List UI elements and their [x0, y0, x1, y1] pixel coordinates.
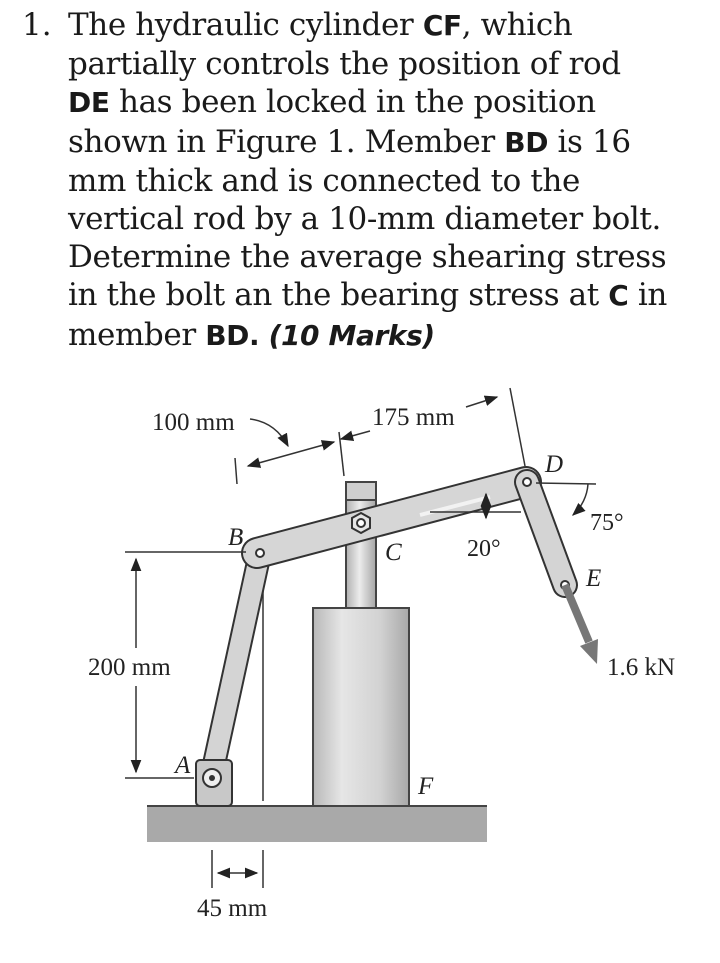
- angle-75-arc: [573, 484, 588, 515]
- dim-200-label: 200 mm: [88, 654, 171, 681]
- pin-a-center: [209, 775, 215, 781]
- figure-1: [0, 360, 720, 959]
- problem-text-segment: is 16: [548, 123, 631, 160]
- problem-text-segment: , which: [461, 7, 573, 43]
- problem-text-segment: C: [608, 279, 629, 313]
- point-a-label: A: [175, 752, 191, 779]
- dim-100-line: [248, 442, 334, 466]
- point-e-label: E: [586, 565, 602, 592]
- problem-text-segment: BD.: [205, 318, 269, 352]
- angle-75-label: 75°: [590, 510, 624, 536]
- problem-line-4: [68, 123, 708, 162]
- problem-text-segment: BD: [504, 125, 549, 159]
- problem-text-segment: mm thick and is connected to the: [68, 162, 580, 199]
- point-b-label: B: [228, 524, 244, 551]
- dim-100-ext-left: [235, 458, 237, 484]
- problem-line-1: [68, 6, 708, 45]
- problem-line-9: [68, 316, 708, 355]
- problem-text-segment: member: [68, 316, 206, 353]
- pin-b: [256, 549, 264, 557]
- angle-75-reference: [536, 483, 596, 484]
- problem-text-segment: Determine the average shearing stress: [68, 239, 667, 276]
- problem-text-segment: in: [628, 277, 667, 314]
- angle-20-label: 20°: [467, 536, 501, 562]
- member-ab: [211, 553, 260, 778]
- problem-text-segment: shown in Figure 1. Member: [68, 123, 505, 160]
- problem-number: 1.: [22, 7, 52, 43]
- dim-100-leader: [250, 419, 288, 446]
- dim-45-label: 45 mm: [197, 895, 268, 922]
- problem-line-6: [68, 200, 708, 238]
- problem-text-segment: partially controls the position of rod: [68, 46, 621, 83]
- problem-text-segment: vertical rod by a 10-mm diameter bolt.: [68, 201, 661, 238]
- force-arrow-shaft: [565, 585, 589, 642]
- problem-line-5: [68, 162, 708, 200]
- point-c-label: C: [385, 539, 402, 566]
- problem-text-segment: (10 Marks): [268, 318, 435, 352]
- pin-d: [523, 478, 531, 486]
- problem-line-8: [68, 276, 708, 315]
- point-d-label: D: [545, 451, 564, 478]
- problem-text: [68, 6, 708, 355]
- bolt-c: [357, 519, 365, 527]
- rod-cap: [346, 482, 376, 500]
- problem-line-7: [68, 238, 708, 276]
- dim-175-line-left: [341, 431, 370, 439]
- problem-line-3: [68, 83, 708, 122]
- mechanism-diagram: [0, 360, 720, 959]
- problem-line-2: [68, 45, 708, 83]
- dim-175-label: 175 mm: [372, 404, 455, 431]
- force-arrow-head: [580, 639, 598, 664]
- cylinder-body: [313, 608, 409, 806]
- problem-text-segment: CF: [422, 9, 462, 42]
- problem-text-segment: has been locked in the position: [109, 84, 596, 121]
- problem-text-segment: in the bolt an the bearing stress at: [68, 277, 609, 314]
- force-label: 1.6 kN: [607, 654, 676, 681]
- dim-175-line-right: [466, 397, 497, 407]
- problem-text-segment: The hydraulic cylinder: [68, 7, 423, 43]
- dim-100-label: 100 mm: [152, 409, 235, 436]
- point-f-label: F: [418, 773, 434, 800]
- dim-175-ext-right: [510, 388, 525, 466]
- ground: [147, 806, 487, 842]
- problem-text-segment: DE: [68, 86, 110, 120]
